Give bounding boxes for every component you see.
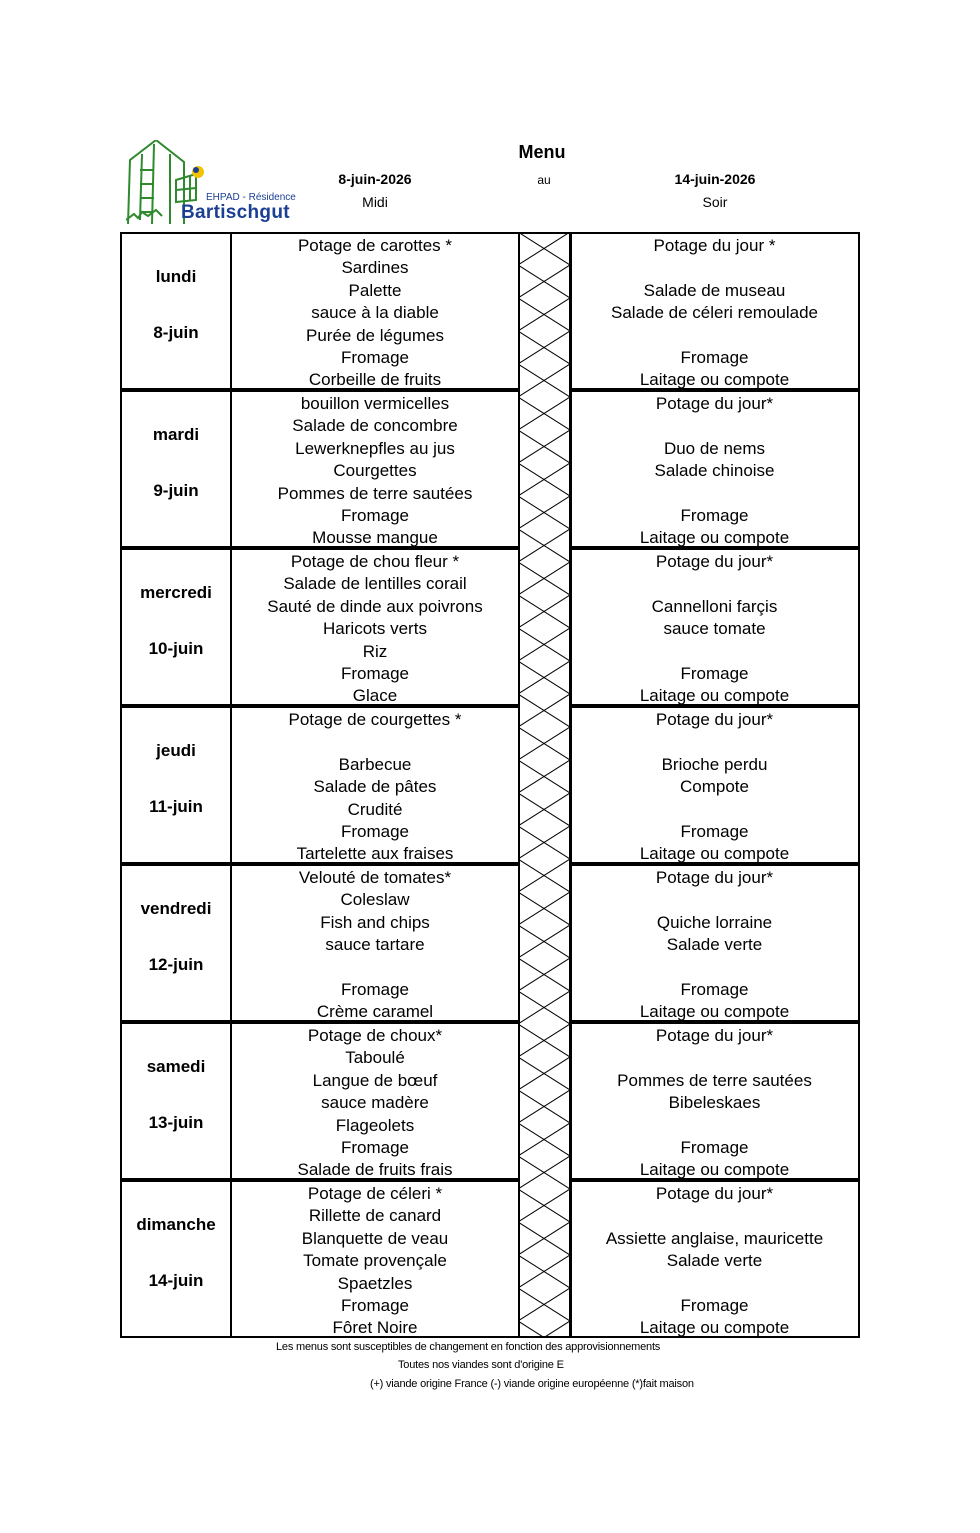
day-name: mercredi	[140, 583, 212, 602]
menu-line: Mousse mangue	[312, 528, 438, 548]
menu-line: Potage de choux*	[307, 1026, 443, 1045]
day-block-mardi	[120, 390, 860, 548]
menu-line: sauce tomate	[663, 619, 766, 639]
midi-column-header: Midi	[362, 194, 388, 210]
menu-line: Potage de carottes *	[297, 236, 453, 255]
menu-line: Potage de courgettes *	[288, 710, 462, 729]
menu-line: Taboulé	[345, 1048, 405, 1068]
logo-subtitle: EHPAD - Résidence	[206, 192, 296, 203]
menu-line: Barbecue	[338, 754, 412, 774]
crosshatch-divider	[518, 232, 572, 1338]
menu-line	[571, 573, 858, 595]
day-cell	[120, 864, 232, 1022]
day-block-samedi	[120, 1022, 860, 1180]
footer-origin: Toutes nos viandes sont d'origine E	[398, 1359, 564, 1371]
menu-line: Fôret Noire	[332, 1318, 418, 1338]
day-block-vendredi	[120, 864, 860, 1022]
menu-line: Fromage	[680, 979, 749, 999]
menu-line: Palette	[348, 280, 402, 300]
menu-line	[571, 415, 858, 437]
menu-line: Potage du jour*	[655, 710, 774, 729]
menu-line: Laitage ou compote	[639, 1318, 790, 1338]
menu-line: Potage du jour *	[653, 236, 776, 255]
day-date: 12-juin	[148, 955, 204, 974]
menu-line: Salade de museau	[643, 280, 786, 300]
menu-line: Salade de céleri remoulade	[611, 303, 818, 323]
start-date: 8-juin-2026	[338, 171, 412, 187]
menu-line: Fromage	[340, 1295, 410, 1315]
midi-menu-cell	[230, 390, 520, 548]
menu-line	[571, 483, 858, 505]
menu-line: Salade chinoise	[654, 461, 775, 481]
menu-line: sauce à la diable	[311, 303, 439, 323]
menu-line: Salade de concombre	[292, 416, 458, 436]
soir-menu-cell	[569, 1180, 860, 1338]
menu-line: Tartelette aux fraises	[296, 844, 454, 864]
menu-line: Laitage ou compote	[639, 370, 790, 390]
menu-line: Salade verte	[666, 935, 763, 955]
menu-line	[571, 1273, 858, 1295]
menu-line	[232, 957, 518, 979]
menu-line: Haricots verts	[323, 619, 427, 639]
menu-line: Potage de céleri *	[307, 1184, 443, 1203]
menu-line: Laitage ou compote	[639, 528, 790, 548]
menu-line: Fromage	[680, 505, 749, 525]
day-date: 13-juin	[148, 1113, 204, 1132]
soir-column-header: Soir	[702, 194, 728, 210]
page-title: Menu	[518, 142, 566, 162]
menu-line: Fromage	[680, 821, 749, 841]
day-name: lundi	[155, 267, 197, 286]
menu-line: Potage du jour*	[655, 868, 774, 887]
menu-line: Fromage	[680, 1295, 749, 1315]
menu-line: Pommes de terre sautées	[617, 1070, 812, 1090]
menu-line: Purée de légumes	[306, 325, 444, 345]
menu-line	[571, 1115, 858, 1137]
logo	[126, 140, 302, 230]
soir-menu-cell	[569, 232, 860, 390]
footer-legend: (+) viande origine France (-) viande origine européenne (*)fait maison	[370, 1378, 694, 1390]
menu-line	[571, 957, 858, 979]
menu-line: Cannelloni farçis	[651, 596, 778, 616]
menu-line: Pommes de terre sautées	[277, 483, 473, 503]
menu-line: Duo de nems	[663, 438, 766, 458]
menu-line: Potage du jour*	[655, 1184, 774, 1203]
day-name: jeudi	[156, 741, 196, 760]
menu-line: Coleslaw	[340, 890, 410, 910]
menu-line: Laitage ou compote	[639, 844, 790, 864]
day-cell	[120, 390, 232, 548]
menu-line: Langue de bœuf	[312, 1070, 438, 1090]
day-cell	[120, 232, 232, 390]
menu-line: Fromage	[340, 979, 410, 999]
menu-line	[571, 1047, 858, 1069]
menu-line: Assiette anglaise, mauricette	[605, 1228, 824, 1248]
midi-menu-cell	[230, 706, 520, 864]
logo-name: Bartischgut	[181, 202, 290, 223]
day-block-lundi	[120, 232, 860, 390]
menu-line: Blanquette de veau	[301, 1228, 449, 1248]
menu-line: Courgettes	[333, 461, 417, 481]
day-name: samedi	[146, 1057, 206, 1076]
day-cell	[120, 706, 232, 864]
midi-menu-cell	[230, 1022, 520, 1180]
soir-menu-cell	[569, 706, 860, 864]
menu-line: Flageolets	[335, 1115, 415, 1135]
menu-line: Lewerknepfles au jus	[295, 438, 455, 458]
day-date: 9-juin	[153, 481, 199, 500]
menu-line: bouillon vermicelles	[300, 394, 450, 413]
menu-line	[232, 731, 518, 753]
menu-line: Fromage	[340, 347, 410, 367]
menu-line: Laitage ou compote	[639, 686, 790, 706]
menu-line	[571, 641, 858, 663]
menu-line	[571, 889, 858, 911]
day-date: 14-juin	[148, 1271, 204, 1290]
menu-line: Fromage	[340, 1137, 410, 1157]
day-name: mardi	[152, 425, 200, 444]
menu-line: Sauté de dinde aux poivrons	[267, 596, 483, 616]
day-block-dimanche	[120, 1180, 860, 1338]
menu-line: Laitage ou compote	[639, 1160, 790, 1180]
menu-line: Brioche perdu	[661, 754, 768, 774]
day-block-mercredi	[120, 548, 860, 706]
day-name: dimanche	[136, 1215, 216, 1234]
menu-line: Potage du jour*	[655, 394, 774, 413]
soir-menu-cell	[569, 864, 860, 1022]
soir-menu-cell	[569, 390, 860, 548]
menu-line: Spaetzles	[337, 1273, 413, 1293]
day-date: 10-juin	[148, 639, 204, 658]
menu-line: Fromage	[680, 347, 749, 367]
menu-line: Crème caramel	[316, 1002, 434, 1022]
menu-line: Laitage ou compote	[639, 1002, 790, 1022]
menu-line: Bibeleskaes	[668, 1093, 761, 1113]
day-block-jeudi	[120, 706, 860, 864]
soir-menu-cell	[569, 548, 860, 706]
end-date: 14-juin-2026	[674, 171, 756, 187]
menu-line: Salade de lentilles corail	[283, 574, 467, 594]
soir-menu-cell	[569, 1022, 860, 1180]
menu-line: Salade verte	[666, 1251, 763, 1271]
menu-line: Corbeille de fruits	[308, 370, 442, 390]
menu-line: Fromage	[680, 663, 749, 683]
day-cell	[120, 1180, 232, 1338]
midi-menu-cell	[230, 864, 520, 1022]
footer-disclaimer: Les menus sont susceptibles de changement en fonction des approvisionnements	[276, 1341, 661, 1353]
menu-line	[571, 1205, 858, 1227]
menu-line: sauce tartare	[325, 935, 425, 955]
menu-line: Velouté de tomates*	[298, 868, 452, 887]
midi-menu-cell	[230, 232, 520, 390]
menu-line: Fromage	[340, 663, 410, 683]
midi-menu-cell	[230, 548, 520, 706]
menu-line: Sardines	[341, 258, 409, 278]
menu-line: Glace	[352, 686, 398, 706]
menu-line: Potage du jour*	[655, 1026, 774, 1045]
day-name: vendredi	[140, 899, 212, 918]
menu-line: Compote	[680, 777, 749, 797]
menu-line: Fromage	[680, 1137, 749, 1157]
menu-line: Potage du jour*	[655, 552, 774, 571]
menu-line	[571, 257, 858, 279]
date-separator: au	[537, 173, 551, 187]
midi-menu-cell	[230, 1180, 520, 1338]
menu-line: Potage de chou fleur *	[290, 552, 460, 571]
menu-line: Fromage	[340, 505, 410, 525]
day-date: 11-juin	[149, 797, 203, 816]
menu-line: Salade de pâtes	[313, 777, 437, 797]
menu-line	[571, 325, 858, 347]
menu-line: Crudité	[347, 799, 403, 819]
menu-line: Tomate provençale	[303, 1251, 447, 1271]
menu-line: Quiche lorraine	[656, 912, 773, 932]
menu-line	[571, 799, 858, 821]
menu-line: Riz	[362, 641, 388, 661]
menu-line: Fromage	[340, 821, 410, 841]
day-cell	[120, 548, 232, 706]
day-date: 8-juin	[153, 323, 199, 342]
menu-line: Rillette de canard	[308, 1206, 442, 1226]
menu-line	[571, 731, 858, 753]
day-cell	[120, 1022, 232, 1180]
menu-line: sauce madère	[321, 1093, 429, 1113]
menu-line: Salade de fruits frais	[297, 1160, 453, 1180]
menu-line: Fish and chips	[320, 912, 430, 932]
